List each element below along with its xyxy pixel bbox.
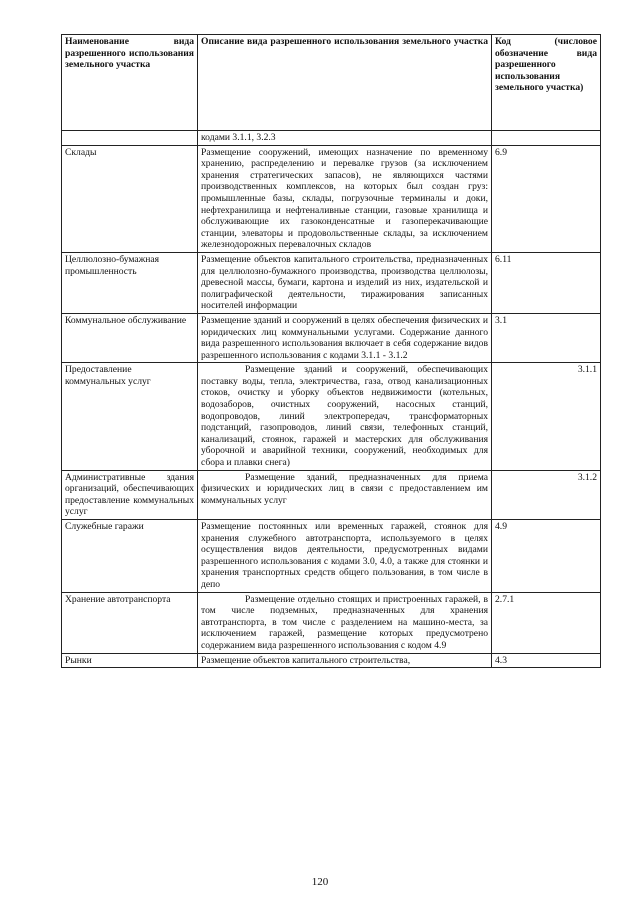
- table-row: [62, 313, 601, 362]
- row-code: 6.11: [492, 252, 601, 313]
- row-description: кодами 3.1.1, 3.2.3: [198, 131, 492, 146]
- header-description: Описание вида разрешенного использования земельного участка: [198, 35, 492, 131]
- row-description: Размещение зданий и сооружений, обеспечивающих поставку воды, тепла, электричества, газа, отвод канализационных стоков, очистку и уборку объектов недвижимости (котельных, водозаборов, очистных сооружений, насосных станций, водопроводов, линий электропередач, трансформаторных подстанций, газопроводов, линий связи, телефонных станций, канализаций, стоянок, гаражей и мастерских для обслуживания уборочной и аварийной техники, сооружений, необходимых для сбора и плавки снега): [198, 363, 492, 470]
- row-name: Целлюлозно-бумажная промышленность: [62, 252, 198, 313]
- table-row: [62, 131, 601, 146]
- page-number: 120: [311, 876, 329, 888]
- header-code: Код (числовое обозначение вида разрешенного использования земельного участка): [492, 35, 601, 131]
- row-description: Размещение сооружений, имеющих назначение по временному хранению, распределению и перевалке грузов (за исключением хранения стратегических запасов), не являющихся частями производственных комплексов, на которых был создан груз: промышленные базы, склады, погрузочные терминалы и доки, нефтехранилища и нефтеналивные станции, газовые хранилища и обслуживающие их газоконденсатные и газоперекачивающие станции, элеваторы и продовольственные склады, за исключением железнодорожных перевалочных складов: [198, 145, 492, 252]
- row-name: Коммунальное обслуживание: [62, 313, 198, 362]
- row-code: [492, 131, 601, 146]
- table-row: [62, 520, 601, 593]
- row-code: 3.1.2: [492, 470, 601, 519]
- row-description: Размещение объектов капитального строительства, предназначенных для целлюлозно-бумажного производства, производства целлюлозы, древесной массы, бумаги, картона и изделий из них, издательской и полиграфической деятельности, тиражирования записанных носителей информации: [198, 252, 492, 313]
- row-name: Предоставление коммунальных услуг: [62, 363, 198, 470]
- table-row: [62, 653, 601, 668]
- header-name: Наименование вида разрешенного использования земельного участка: [62, 35, 198, 131]
- table-row: [62, 592, 601, 653]
- row-code: 4.9: [492, 520, 601, 593]
- row-code: 2.7.1: [492, 592, 601, 653]
- row-name: [62, 131, 198, 146]
- row-name: Рынки: [62, 653, 198, 668]
- table-row: [62, 252, 601, 313]
- row-description: Размещение постоянных или временных гаражей, стоянок для хранения служебного автотранспорта, используемого в целях осуществления видов деятельности, предусмотренных видами разрешенного использования с кодами 3.0, 4.0, а также для стоянки и хранения транспортных средств общего пользования, в том числе в депо: [198, 520, 492, 593]
- land-use-table: [61, 34, 601, 668]
- row-description: Размещение зданий, предназначенных для приема физических и юридических лиц в связи с предоставлением им коммунальных услуг: [198, 470, 492, 519]
- table-row: [62, 145, 601, 252]
- table-header-row: [62, 35, 601, 131]
- row-description: Размещение объектов капитального строительства,: [198, 653, 492, 668]
- row-name: Административные здания организаций, обеспечивающих предоставление коммунальных услуг: [62, 470, 198, 519]
- row-name: Хранение автотранспорта: [62, 592, 198, 653]
- row-name: Склады: [62, 145, 198, 252]
- row-code: 6.9: [492, 145, 601, 252]
- row-code: 3.1: [492, 313, 601, 362]
- row-code: 3.1.1: [492, 363, 601, 470]
- row-code: 4.3: [492, 653, 601, 668]
- table-row: [62, 470, 601, 519]
- row-description: Размещение отдельно стоящих и пристроенных гаражей, в том числе подземных, предназначенных для хранения автотранспорта, в том числе с разделением на машино-места, за исключением гаражей, размещение которых предусмотрено содержанием вида разрешенного использования с кодом 4.9: [198, 592, 492, 653]
- row-description: Размещение зданий и сооружений в целях обеспечения физических и юридических лиц коммунальными услугами. Содержание данного вида разрешенного использования включает в себя содержание видов разрешенного использования с кодами 3.1.1 - 3.1.2: [198, 313, 492, 362]
- table-row: [62, 363, 601, 470]
- row-name: Служебные гаражи: [62, 520, 198, 593]
